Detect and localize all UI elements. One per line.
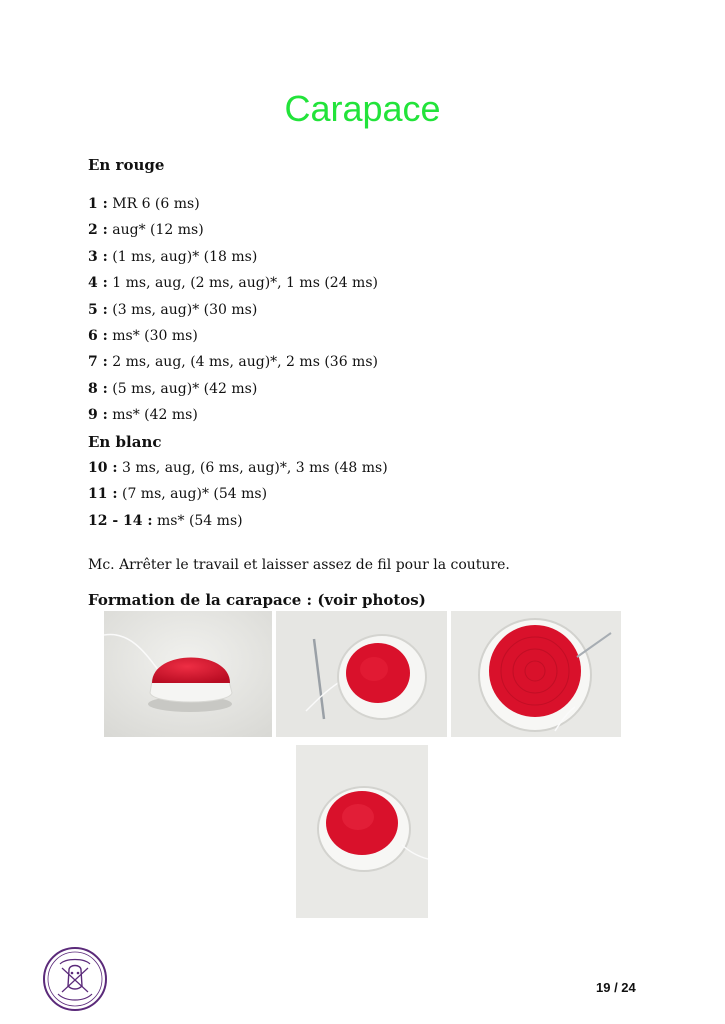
row-label: 2 : [88,222,108,239]
row-text: ms* (54 ms) [152,512,243,529]
row-text: aug* (12 ms) [107,222,204,239]
row-label: 10 : [88,459,118,476]
pattern-row-9 [88,406,388,432]
row-text: (3 ms, aug)* (30 ms) [107,301,258,318]
pattern-row-11 [88,485,388,511]
pattern-row-2 [88,221,388,247]
row-label: 3 : [88,248,108,265]
row-text: ms* (42 ms) [107,407,198,424]
pattern-row-4 [88,274,388,300]
row-label: 4 : [88,275,108,292]
row-text: 3 ms, aug, (6 ms, aug)*, 3 ms (48 ms) [117,459,388,476]
brand-logo [42,946,108,1012]
row-label: 7 : [88,354,108,371]
section-heading-white: En blanc [88,432,162,451]
closing-note: Mc. Arrêter le travail et laisser assez de fil pour la couture. [88,557,510,573]
row-text: (5 ms, aug)* (42 ms) [107,380,258,397]
pattern-row-10 [88,459,388,485]
formation-heading: Formation de la carapace : (voir photos) [88,591,426,609]
row-label: 9 : [88,407,108,424]
pattern-rows [88,195,388,538]
row-text: (1 ms, aug)* (18 ms) [107,248,258,265]
row-label: 5 : [88,301,108,318]
row-text: ms* (30 ms) [107,327,198,344]
pattern-row-12-14 [88,512,388,538]
pattern-row-5 [88,301,388,327]
photo-shell-in-ring-with-needle [276,611,447,737]
row-label: 1 : [88,196,108,212]
row-label: 11 : [88,486,118,503]
pattern-row-6 [88,327,388,353]
row-label: 8 : [88,380,108,397]
section-heading-red: En rouge [88,156,165,174]
row-text: 2 ms, aug, (4 ms, aug)*, 2 ms (36 ms) [107,354,378,371]
page-number: 19 / 24 [596,980,636,995]
page-title: Carapace [284,88,441,129]
pattern-row-1 [88,195,388,221]
row-label: 12 - 14 : [88,512,153,529]
row-text: MR 6 (6 ms) [107,196,200,212]
row-text: 1 ms, aug, (2 ms, aug)*, 1 ms (24 ms) [107,275,378,292]
pattern-row-8 [88,380,388,406]
pattern-row-7 [88,353,388,379]
pattern-row-3 [88,248,388,274]
photo-shell-top-view [451,611,621,737]
row-label: 6 : [88,327,108,344]
photo-finished-shell [296,745,428,918]
row-text: (7 ms, aug)* (54 ms) [117,486,268,503]
photo-shell-side-view [104,611,272,737]
